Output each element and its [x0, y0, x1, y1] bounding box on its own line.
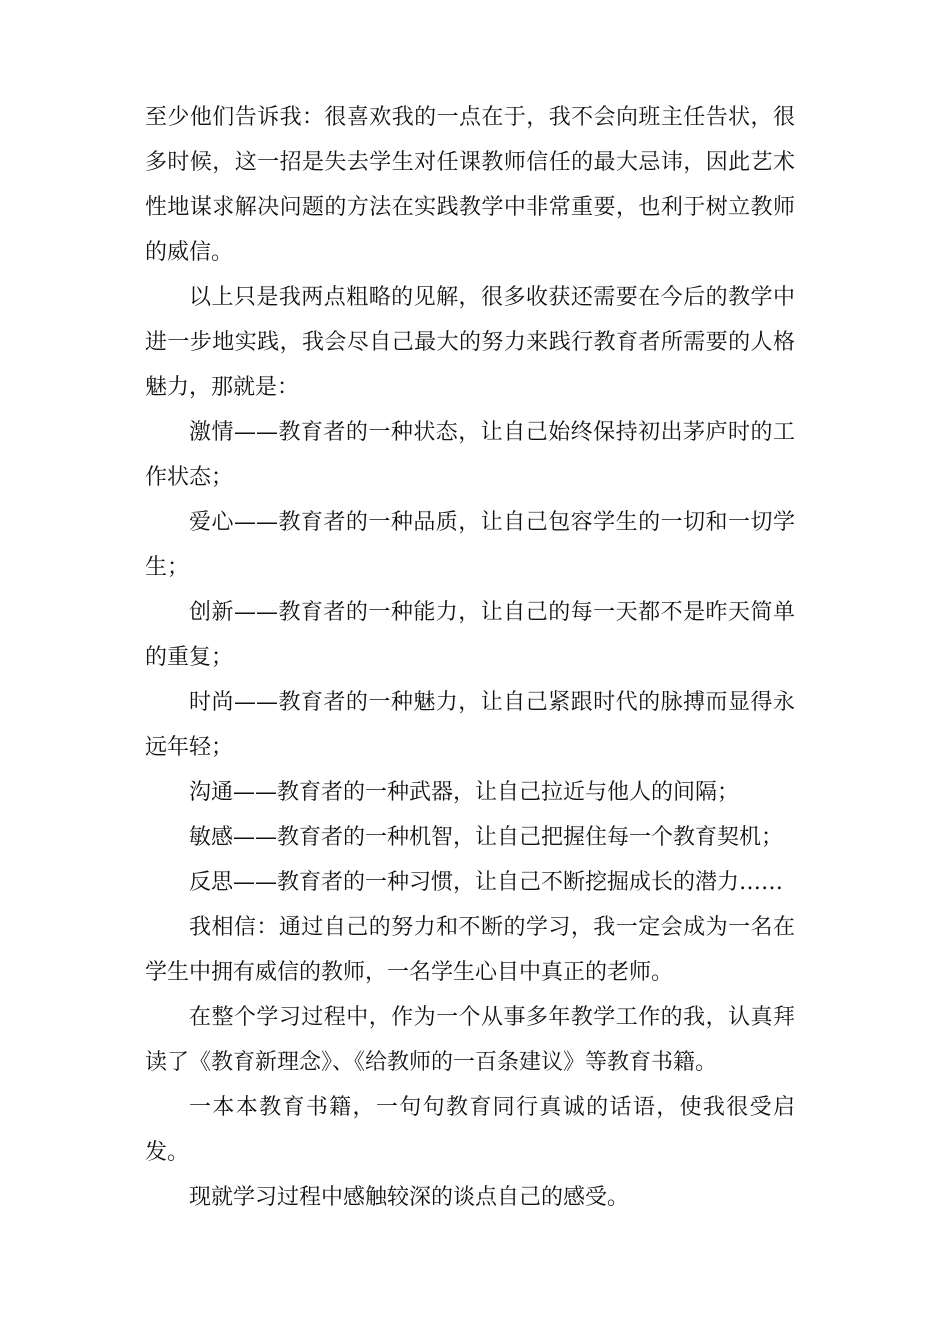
paragraph-innovation: 创新——教育者的一种能力，让自己的每一天都不是昨天简单的重复； [145, 600, 795, 670]
paragraph-fashion: 时尚——教育者的一种魅力，让自己紧跟时代的脉搏而显得永远年轻； [145, 690, 795, 760]
document-page [145, 95, 795, 1220]
paragraph-closing: 现就学习过程中感触较深的谈点自己的感受。 [189, 1185, 630, 1210]
paragraph-reflection: 反思——教育者的一种习惯，让自己不断挖掘成长的潜力…… [189, 870, 784, 895]
paragraph-reading: 在整个学习过程中，作为一个从事多年教学工作的我，认真拜读了《教育新理念》、《给教师的一百条建议》等教育书籍。 [145, 1005, 795, 1075]
paragraph-passion: 激情——教育者的一种状态，让自己始终保持初出茅庐时的工作状态； [145, 420, 795, 490]
paragraph-communication: 沟通——教育者的一种武器，让自己拉近与他人的间隔； [189, 780, 740, 805]
paragraph-belief: 我相信：通过自己的努力和不断的学习，我一定会成为一名在学生中拥有威信的教师，一名学生心目中真正的老师。 [145, 915, 795, 985]
paragraph-views-summary: 以上只是我两点粗略的见解，很多收获还需要在今后的教学中进一步地实践，我会尽自己最大的努力来践行教育者所需要的人格魅力，那就是： [145, 285, 795, 400]
paragraph-continuation: 至少他们告诉我：很喜欢我的一点在于，我不会向班主任告状，很多时候，这一招是失去学生对任课教师信任的最大忌讳，因此艺术性地谋求解决问题的方法在实践教学中非常重要，也利于树立教师的威信。 [145, 105, 795, 265]
paragraph-inspiration: 一本本教育书籍，一句句教育同行真诚的话语，使我很受启发。 [145, 1095, 795, 1165]
paragraph-sensitivity: 敏感——教育者的一种机智，让自己把握住每一个教育契机； [189, 825, 784, 850]
paragraph-love: 爱心——教育者的一种品质，让自己包容学生的一切和一切学生； [145, 510, 795, 580]
